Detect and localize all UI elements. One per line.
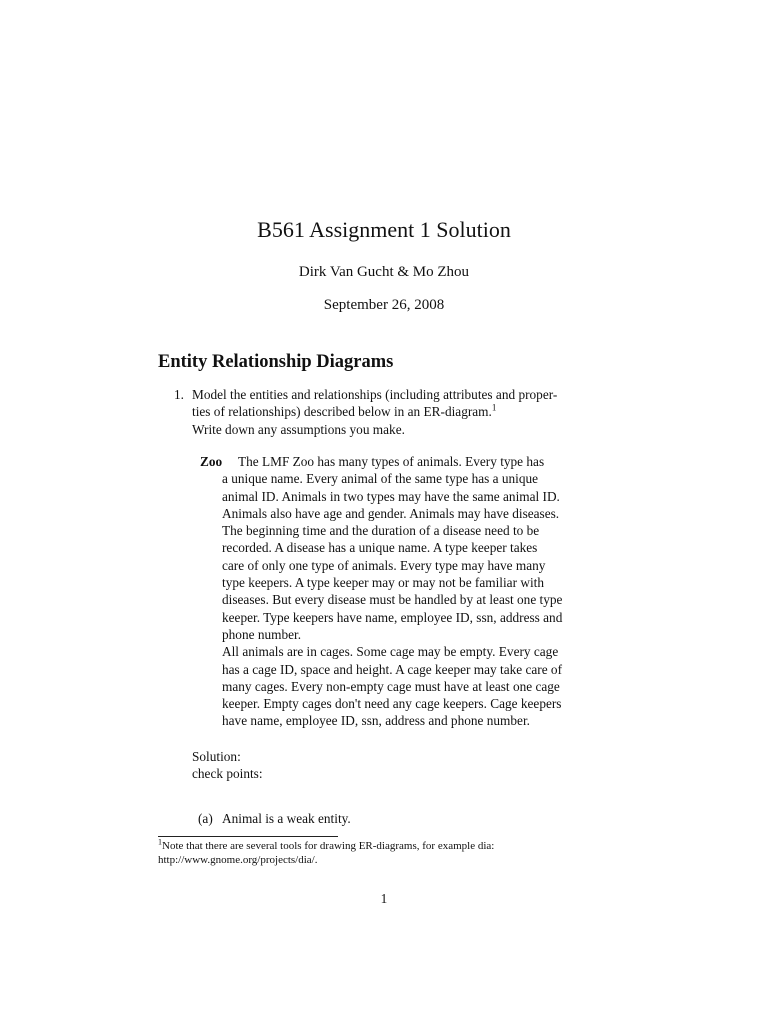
section-heading: Entity Relationship Diagrams bbox=[158, 352, 394, 372]
solution-block bbox=[192, 748, 610, 783]
zoo-line: phone number. bbox=[222, 626, 302, 642]
document-authors: Dirk Van Gucht & Mo Zhou bbox=[298, 264, 470, 280]
page-number: 1 bbox=[380, 891, 388, 906]
footnote bbox=[158, 839, 608, 867]
zoo-line: animal ID. Animals in two types may have the same animal ID. bbox=[222, 488, 560, 504]
question-line: Write down any assumptions you make. bbox=[192, 421, 405, 437]
solution-label: Solution: bbox=[192, 749, 241, 764]
question-text bbox=[192, 386, 610, 438]
zoo-line: All animals are in cages. Some cage may be empty. Every cage bbox=[222, 644, 559, 660]
question-line: Model the entities and relationships (including attributes and proper- bbox=[192, 387, 558, 402]
question-line bbox=[192, 403, 610, 420]
question-number: 1. bbox=[174, 387, 184, 402]
zoo-line: diseases. But every disease must be handled by at least one type bbox=[222, 592, 563, 608]
zoo-description bbox=[222, 453, 610, 730]
footnote-line-text: Note that there are several tools for drawing ER-diagrams, for example dia: bbox=[162, 840, 495, 852]
footnote-reference[interactable]: 1 bbox=[491, 402, 497, 413]
zoo-line: keeper. Type keepers have name, employee ID, ssn, address and bbox=[222, 609, 563, 625]
zoo-line: The beginning time and the duration of a disease need to be bbox=[222, 523, 540, 539]
list-item-text: Animal is a weak entity. bbox=[222, 811, 351, 826]
footnote-link[interactable]: http://www.gnome.org/projects/dia/. bbox=[158, 854, 318, 866]
solution-subtitle: check points: bbox=[192, 766, 263, 782]
zoo-line: type keepers. A type keeper may or may not be familiar with bbox=[222, 575, 544, 591]
list-item-label: (a) bbox=[198, 811, 213, 826]
zoo-line: The LMF Zoo has many types of animals. Every type has bbox=[238, 454, 545, 469]
zoo-line: Animals also have age and gender. Animals may have diseases. bbox=[222, 505, 560, 521]
footnote-mark: 1 bbox=[158, 837, 162, 847]
document-date: September 26, 2008 bbox=[323, 297, 445, 313]
footnote-divider bbox=[158, 836, 338, 837]
zoo-line: recorded. A disease has a unique name. A type keeper takes bbox=[222, 540, 538, 556]
zoo-line: a unique name. Every animal of the same type has a unique bbox=[222, 471, 539, 487]
document-title: B561 Assignment 1 Solution bbox=[257, 217, 511, 242]
footnote-line bbox=[158, 839, 608, 853]
zoo-line: care of only one type of animals. Every type may have many bbox=[222, 557, 546, 573]
question-line-text: ties of relationships) described below in an ER-diagram. bbox=[192, 404, 492, 420]
zoo-line: keeper. Empty cages don't need any cage keepers. Cage keepers bbox=[222, 696, 562, 712]
zoo-line: many cages. Every non-empty cage must have at least one cage bbox=[222, 678, 560, 694]
zoo-line: has a cage ID, space and height. A cage keeper may take care of bbox=[222, 661, 563, 677]
zoo-label: Zoo bbox=[200, 454, 223, 469]
zoo-line: have name, employee ID, ssn, address and phone number. bbox=[222, 713, 530, 729]
